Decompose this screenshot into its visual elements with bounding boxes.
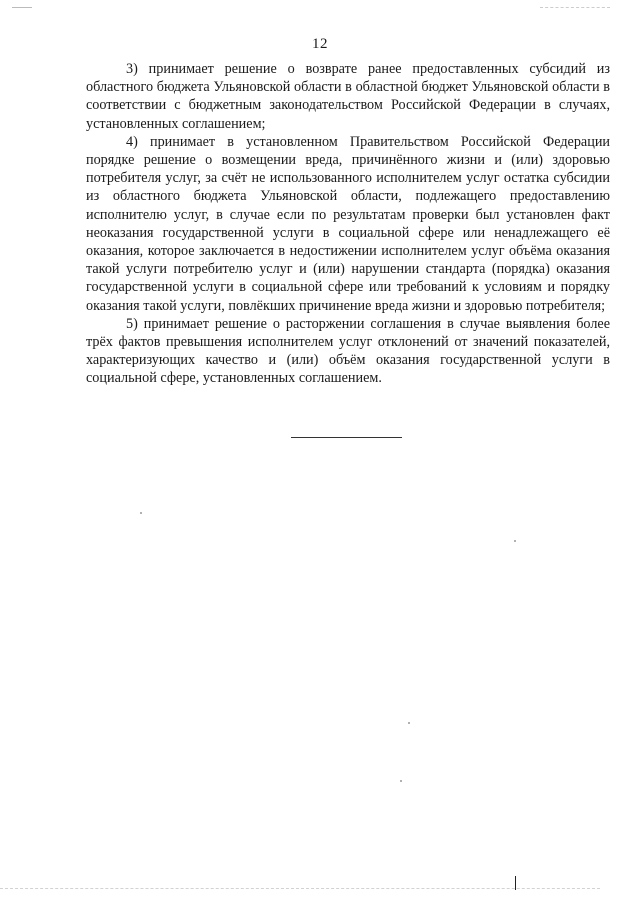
- scan-artifact-line: [12, 7, 32, 8]
- scan-speck: [514, 540, 516, 542]
- paragraph-item-3: 3) принимает решение о возврате ранее предоставленных субсидий из областного бюджета Ульяновской области в областной бюджет Ульяновской области в соответствии с бюджетным законодательством Российской Федерации в случаях, установленных соглашением;: [86, 61, 610, 132]
- scan-speck: [400, 780, 402, 782]
- paragraph-item-4: 4) принимает в установленном Правительством Российской Федерации порядке решение о возмещении вреда, причинённого жизни и (или) здоровью потребителя услуг, за счёт не использованного исполнителем услуг остатка субсидии из областного бюджета Ульяновской области, подлежащего предоставлению исполнителю услуг, в случае если по результатам проверки был установлен факт неоказания государственной услуги в социальной сфере или ненадлежащего её оказания, которое заключается в недостижении исполнителем услуг объёма оказания такой услуги потребителю услуг и (или) нарушении стандарта (порядка) оказания государственной услуги в социальной сфере или требований к условиям и порядку оказания такой услуги, повлёкших причинение вреда жизни и здоровью потребителя;: [86, 133, 610, 314]
- page-number: 12: [312, 36, 328, 52]
- scan-artifact-mark: [515, 876, 516, 890]
- scan-artifact-line: [0, 888, 600, 889]
- document-body: [86, 60, 610, 388]
- scan-artifact-line: [540, 7, 610, 8]
- end-of-text-rule: [291, 437, 402, 438]
- scan-speck: [408, 722, 410, 724]
- paragraph-item-5: 5) принимает решение о расторжении соглашения в случае выявления более трёх фактов превышения исполнителем услуг отклонений от значений показателей, характеризующих качество и (или) объём оказания государственной услуги в социальной сфере, установленных соглашением.: [86, 315, 610, 387]
- scan-speck: [140, 512, 142, 514]
